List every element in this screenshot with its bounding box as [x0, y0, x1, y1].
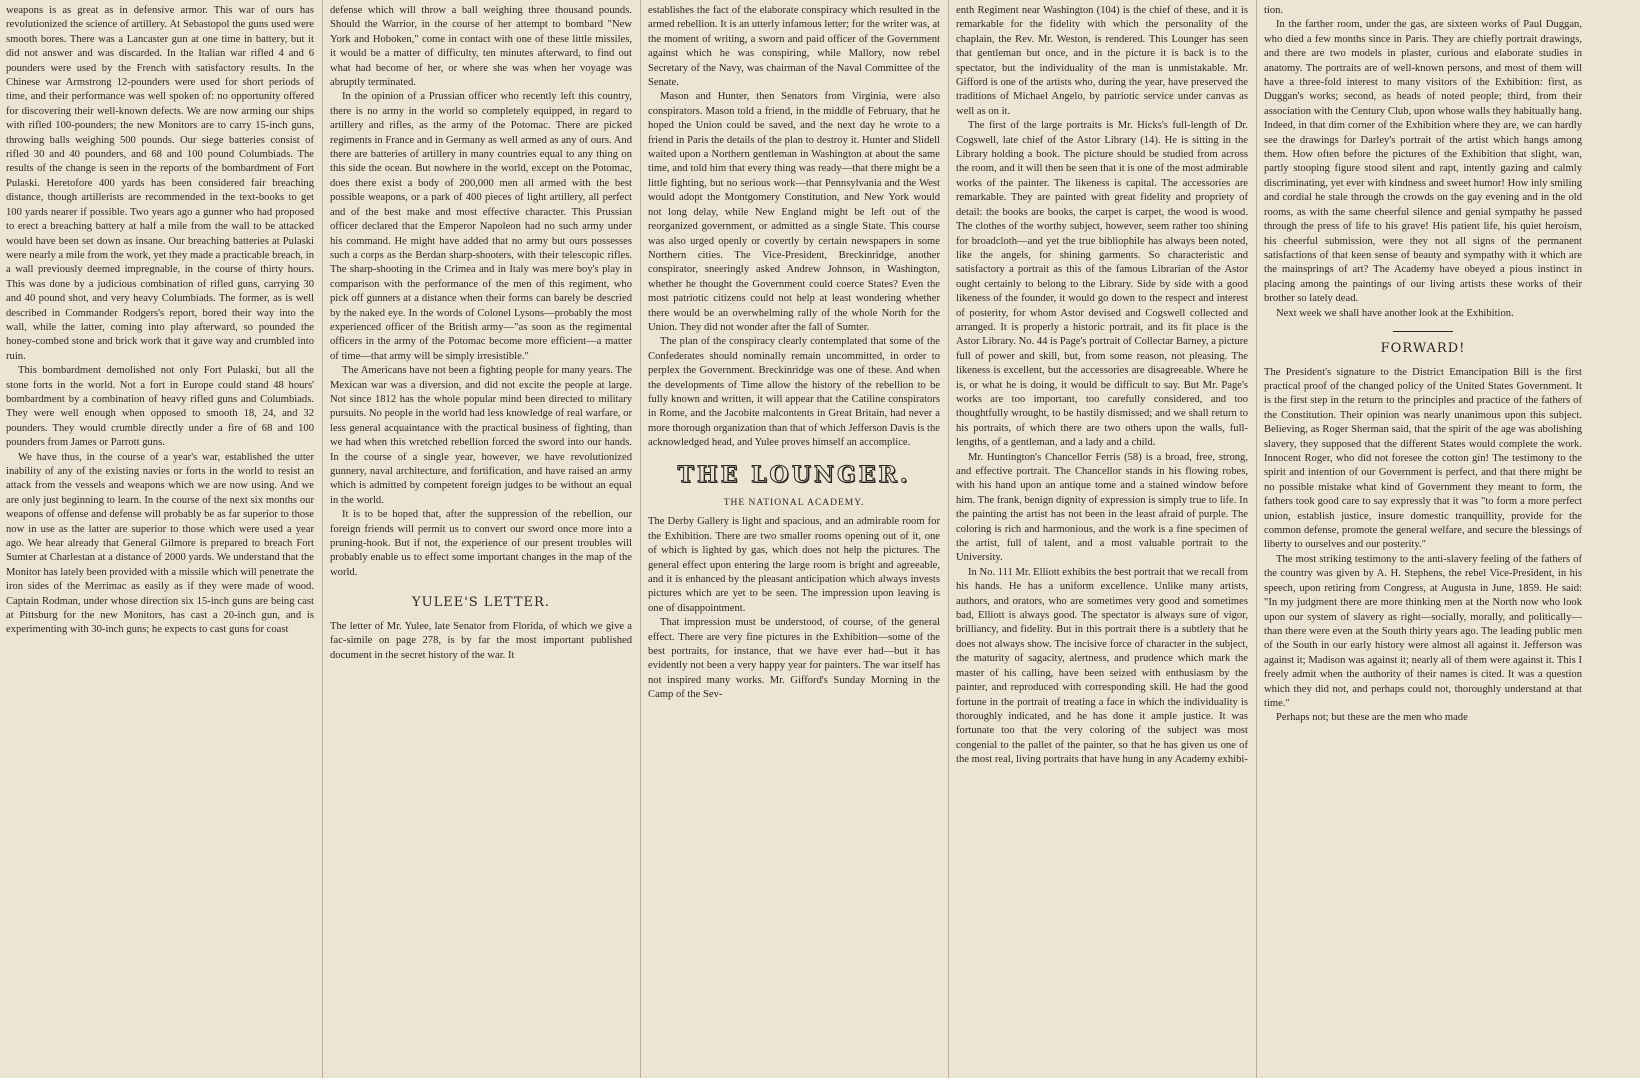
- paragraph: defense which will throw a ball weighing three thousand pounds. Should the Warrior, in the course of her attempt to bombard "New York and Hoboken," come in contact with one of these little missiles, it would be a matter of difficulty, ten minutes afterward, to find out what had become of her, or where she was when her voyage was abruptly terminated.: [330, 5, 632, 89]
- section-subheading: THE NATIONAL ACADEMY.: [723, 497, 865, 508]
- column-rule: [322, 0, 323, 1078]
- masthead-title: THE LOUNGER.: [677, 461, 911, 488]
- column-4: [952, 0, 1252, 1078]
- paragraph: It is to be hoped that, after the suppression of the rebellion, our foreign friends will permit us to convert our sword once more into a pruning-hook. But if not, the experience of our present troubles will probably enable us to effect some important changes in the map of the world.: [330, 509, 632, 578]
- paragraph: Mr. Huntington's Chancellor Ferris (58) is a broad, free, strong, and effective portrait. The Chancellor stands in his flowing robes, with his hand upon an antique tome and a stained window before him. The frank, benign dignity of expression is simply true to life. In the painting the artist has not been in the least afraid of purple. The coloring is rich and harmonious, and the work is a fine specimen of the artist, full of talent, and a most valuable portrait to the University.: [956, 451, 1248, 564]
- paragraph: The most striking testimony to the anti-slavery feeling of the fathers of the country was given by A. H. Stephens, the rebel Vice-President, in his speech, upon retiring from Congress, at Augusta in June, 1859. He said: "In my judgment there are more thinking men at the North now who look upon our system of slavery as right—socially, morally, and politically—than there were even at the South thirty years ago. The leading public men of the South in our early history were almost all against it. Jefferson was against it; Madison was against it; nearly all of them were against it. This I freely admit when the authority of their names is cited. It was a question which they did not, and perhaps could not, thoroughly understand at that time.": [1264, 553, 1582, 709]
- paragraph: establishes the fact of the elaborate conspiracy which resulted in the armed rebellion. It is an utterly infamous letter; for the writer was, at the moment of writing, a sworn and paid officer of the Government against which he was conspiring, while Mallory, now rebel Secretary of the Navy, was chairman of the Naval Committee of the Senate.: [648, 5, 940, 89]
- column-5: [1260, 0, 1586, 1078]
- paragraph: In the opinion of a Prussian officer who recently left this country, there is no army in the world so completely equipped, in regard to artillery and rifles, as the army of the Potomac. There are picked regiments in France and in Germany as well armed as any of ours. And there are batteries of artillery in many countries equal to any thing on this side the ocean. But nowhere in the world, except on the Potomac, does there exist a body of 200,000 men all armed with the best possible weapons, or a park of 400 pieces of light artillery, all perfect and of the best make and most effective character. This Prussian officer declared that the Emperor Napoleon had no such army under his command. He might have added that no army but ours possesses such a corps as the Berdan sharp-shooters, with their telescopic rifles. The sharp-shooting in the Crimea and in Italy was mere boy's play in comparison with the performance of the men of this regiment, who pick off gunners at a distance when their forms can barely be descried by the naked eye. In the words of Colonel Lysons—probably the most experienced officer of the British army—"as soon as the regimental officers in the army of the Potomac become more efficient—a matter of time—that army will be simply irresistible.": [330, 91, 632, 362]
- column-rule: [1256, 0, 1257, 1078]
- column-rule: [640, 0, 641, 1078]
- divider: [1393, 331, 1453, 332]
- paragraph: The Americans have not been a fighting people for many years. The Mexican war was a diversion, and did not excite the people at large. Not since 1812 has the whole popular mind been directed to military pursuits. No people in the world had less knowledge of real warfare, or less general acquaintance with the practical business of fighting, than we had when this wretched rebellion forced the sword into our hands. In the course of a single year, however, we have revolutionized gunnery, naval architecture, and fortification, and have raised an army which is admitted by competent foreign judges to be without an equal in the world.: [330, 365, 632, 506]
- paragraph: enth Regiment near Washington (104) is the chief of these, and it is remarkable for the fidelity with which the personality of the chaplain, the Rev. Mr. Weston, is rendered. This Lounger has seen that gentleman but once, and in the picture it is back is to the spectator, but the individuality of the man is unmistakable. Mr. Gifford is one of the artists who, during the year, have preserved the traditions of Michael Angelo, by patriotic service under canvas as well as on it.: [956, 5, 1248, 117]
- paragraph: Mason and Hunter, then Senators from Virginia, were also conspirators. Mason told a friend, in the middle of February, that he hoped the Union could be saved, and the next day he wrote to a friend in Paris the details of the plan to destroy it. Hunter and Slidell waited upon a Northern gentleman in Washington at about the same time, and told him that every thing was ready—that there might be a little fighting, but no serious work—that Pennsylvania and the West would adopt the Montgomery Constitution, and New York would not long delay, while New England might be left out of the reorganized government, or admitted as a single State. This course was also urged openly or covertly by certain newspapers in some Northern cities. The Vice-President, Breckinridge, another conspirator, sneeringly asked Andrew Johnson, in Washington, whether he thought the Government could coerce States? Even the most patriotic citizens could not help at least wondering whether there would be an overwhelming rally of the whole North for the Union. They did not wonder after the fall of Sumter.: [648, 91, 940, 333]
- column-2: [326, 0, 636, 1078]
- paragraph: In the farther room, under the gas, are sixteen works of Paul Duggan, who died a few months since in Paris. They are chiefly portrait drawings, and there are two models in plaster, curious and elaborate studies in anatomy. The portraits are of well-known persons, and most of them will have a three-fold interest to many visitors of the Exhibition: first, as Duggan's works; second, as heads of noted people; third, from their association with the Century Club, upon whose walls they habitually hang. Indeed, in that dim corner of the Exhibition where they are, we can hardly see the drawings for Darley's portrait of the artist which hangs among them. How often before the pictures of the Exhibition that slight, wan, partly stooping figure stood silent and rapt, intently gazing and calmly discriminating, yet ever with kindness and sweet humor! How inly smiling and cordial he stale through the crowds on the gay evening and in the old rooms, as with the same cheerful silence and genial sympathy he passed through the press of life to his grave! His patient life, his quiet heroism, his cheerful submission, were they not all signs of the permanent satisfactions of that keen sense of beauty and sympathy with it which are the mainsprings of art? The Academy have obeyed a pious instinct in placing among the paintings of our living artists these works of their brother so lately dead.: [1264, 19, 1582, 305]
- paragraph: The first of the large portraits is Mr. Hicks's full-length of Dr. Cogswell, late chief of the Astor Library (14). He is sitting in the Library holding a book. The picture should be studied from across the room, and it will then be seen that it is one of the most admirable works of the painter. The likeness is capital. The accessories are remarkable. They are painted with great fidelity and propriety of detail: the books are books, the carpet is carpet, the wood is wood. The clothes of the worthy subject, however, seem rather too shining for broadcloth—and yet the true bibliophile has always been noted, like the angels, for shining garments. So characteristic and satisfactory a portrait as this of the famous Librarian of the Astor ought certainly to belong to the Library. Side by side with a good likeness of the founder, it would go down to the respect and interest of posterity, for whom Astor devised and Cogswell collected and arranged. It is properly a historic portrait, and its fit place is the Astor Library. No. 44 is Page's portrait of Collectar Barney, a picture full of power and skill, but, from some reason, not pleasing. The likeness is excellent, but the accessories are disagreeable. Where he is, or what he is doing, it would be difficult to say. But Mr. Page's works are too important, too carefully considered, and too thoughtfully wrought, to be hastily dismissed; and we shall return to his portraits, of which there are two others upon the walls, full-lengths, of a gentleman, and a lady and a child.: [956, 120, 1248, 449]
- section-heading: FORWARD!: [1380, 340, 1466, 356]
- paragraph: The President's signature to the District Emancipation Bill is the first practical proof of the changed policy of the United States Government. It is the first step in the return to the principles and practice of the fathers of the Constitution. Their opinion was nearly unanimous upon this subject. Believing, as Roger Sherman said, that the spirit of the age was abolishing slavery, they supposed that the different States would complete the work. Innocent Roger, who did not foresee the cotton gin! The testimony to the spirit and intention of our Government is perfect, and that there might be no possible mistake what kind of Government they meant to form, the fathers took good care to say expressly that it was "to form a more perfect union, establish justice, insure domestic tranquillity, provide for the common defense, promote the general welfare, and secure the blessings of liberty to ourselves and our posterity.": [1264, 366, 1582, 551]
- paragraph: The letter of Mr. Yulee, late Senator from Florida, of which we give a fac-simile on page 278, is by far the most important published document in the secret history of the war. It: [330, 620, 632, 661]
- paragraph: weapons is as great as in defensive armor. This war of ours has revolutionized the science of artillery. At Sebastopol the guns used were smooth bores. There was a Lancaster gun at one time in battery, but it did not answer and was discarded. In the Italian war rifled 4 and 6 pounders were used by the French with satisfactory results. In the Chinese war Armstrong 12-pounders were used for short periods of time, and their performance was well spoken of: no opportunity offered for discovering their well-known defects. We are now arming our ships with rifled 100-pounders; the new Monitors are to carry 15-inch guns, throwing balls weighing 500 pounds. Our siege batteries consist of rifled 30 and 40 pounders, and 68 and 100 pound Columbiads. The results of the change is seen in the reports of the bombardment of Fort Pulaski. Heretofore 400 yards has been considered fair breaching distance, though artillerists are recommended in the text-books to get 100 yards nearer if possible. Two years ago a gunner who had proposed to erect a breaching battery at half a mile from the wall to be attacked would have been set down as insane. Our breaching batteries at Pulaski were nearly a mile from the work, yet they made a practicable breach, in a wall previously deemed impregnable, in the course of thirty hours. This was done by a judicious combination of rifled guns, carrying 30 and 40 pound shot, and very heavy Columbiads. The former, as is well described in Commander Rodgers's report, bored their way into the wall, while the latter, coming into play afterward, so pounded the honey-combed stone and brick work that it gave way and crumbled into ruin.: [6, 5, 314, 362]
- paragraph: We have thus, in the course of a year's war, established the utter inability of any of the existing navies or forts in the world to resist an attack from the vessels and weapons which we are now using. And we are only just beginning to learn. In the course of the next six months our weapons of offense and defense will probably be as far superior to those now in use as the latter are superior to those which were used a year ago. We hear already that General Gilmore is prepared to breach Fort Sumter at Charlestan at a distance of 2000 yards. We understand that the Monitor has lately been provided with a missile which will penetrate the iron sides of the Merrimac as easily as if they were made of wood. Captain Rodman, under whose direction six 15-inch guns are being cast at Pittsburg for the new Monitors, has cast a 20-inch gun, and is experimenting with 30-inch guns; he expects to cast guns for coast: [6, 451, 314, 636]
- paragraph: In No. 111 Mr. Elliott exhibits the best portrait that we recall from his hands. He has a uniform excellence. Unlike many artists, authors, and orators, who are sometimes very good and sometimes bad, Elliott is always good. The spectator is always sure of vigor, brilliancy, and fidelity. But in this portrait there is a subtlety that he does not always show. The incisive force of character in the subject, the maturity of sagacity, alertness, and prudence which mark the master of his calling, have been seized with enthusiasm by the painter, and reproduced with corresponding skill. He had the good fortune in the portrait of treating a face in which the individuality is thoroughly indicated, and he has done it ample justice. It was fortunate too that the very coloring of the subject was most congenial to the pallet of the painter, so that he has given us one of the most real, living portraits that have hung in any Academy exhibi-: [956, 566, 1248, 766]
- paragraph: Next week we shall have another look at the Exhibition.: [1276, 307, 1514, 319]
- section-heading: YULEE'S LETTER.: [412, 595, 550, 611]
- paragraph: tion.: [1264, 5, 1284, 16]
- paragraph: That impression must be understood, of course, of the general effect. There are very fine pictures in the Exhibition—some of the best portraits, for instance, that we have ever had—but it has evidently not been a very happy year for painters. The war itself has not inspired many works. Mr. Gifford's Sunday Morning in the Camp of the Sev-: [648, 617, 940, 701]
- column-rule: [948, 0, 949, 1078]
- paragraph: The plan of the conspiracy clearly contemplated that some of the Confederates should nominally remain uncommitted, in order to perplex the Government. Breckinridge was one of these. And when the developments of Time allow the history of the rebellion to be fully known and written, it will appear that the Catiline conspirators in Rome, and the Jacobite malcontents in Great Britain, had never a more thorough organization than that of which Jefferson Davis is the acknowledged head, and Yulee proves himself an accomplice.: [648, 336, 940, 449]
- column-1: [2, 0, 318, 1078]
- column-3: [644, 0, 944, 1078]
- paragraph: The Derby Gallery is light and spacious, and an admirable room for the Exhibition. There are two smaller rooms opening out of it, one of which is lighted by gas, which does not help the pictures. The general effect upon entering the large room is bright and agreeable, and it is enhanced by the pleasant anticipation which always invests pictures which are yet to be seen. The impression upon leaving is one of disappointment.: [648, 516, 940, 614]
- paragraph: Perhaps not; but these are the men who made: [1276, 712, 1468, 724]
- paragraph: This bombardment demolished not only Fort Pulaski, but all the stone forts in the world. Not a fort in Europe could stand 48 hours' bombardment by a combination of heavy rifled guns and Columbiads. They were well enough when opposed to smooth 18, 24, and 32 pounders. They would crumble directly under a fire of 68 and 100 pounders from James or Parrott guns.: [6, 365, 314, 449]
